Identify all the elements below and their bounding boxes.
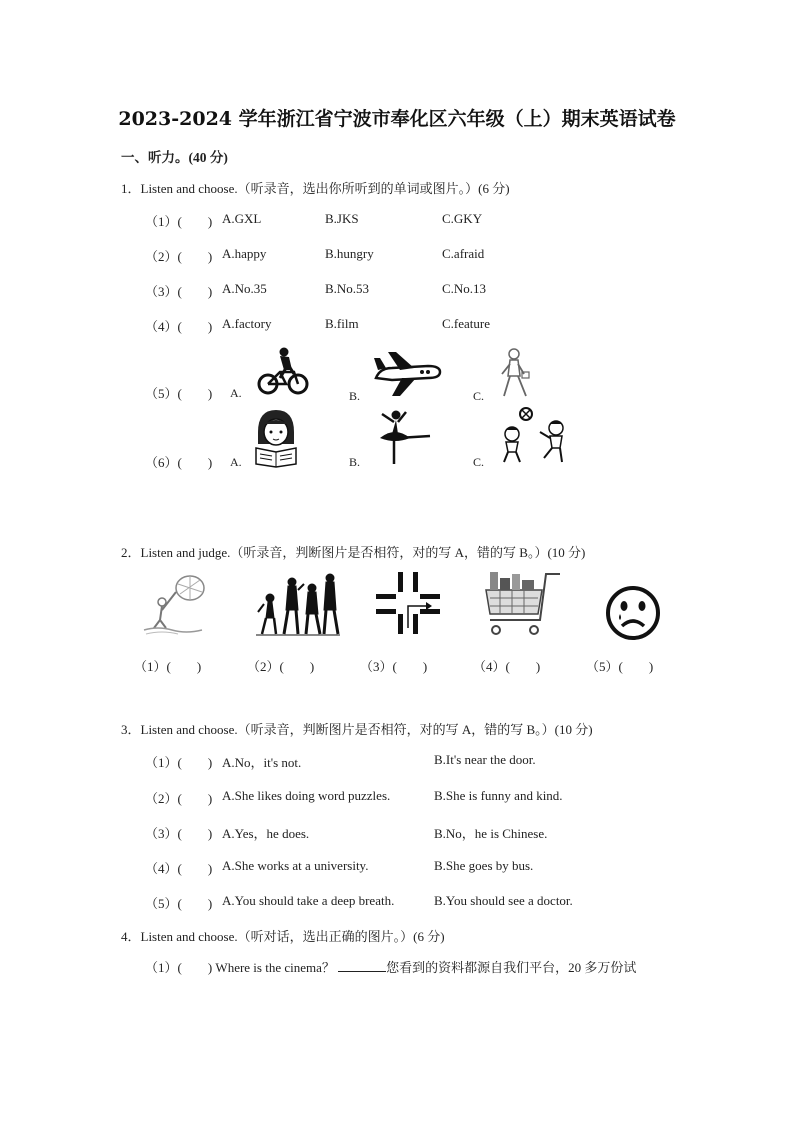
airplane-icon[interactable] bbox=[370, 348, 442, 400]
q1-4-number[interactable]: （4）( ) bbox=[145, 319, 213, 334]
q2-1-number[interactable]: （1）( ) bbox=[134, 659, 202, 674]
q1-instruction: 1．Listen and choose.（听录音，选出你所听到的单词或图片。）(6 分) bbox=[121, 181, 510, 196]
q3-3-number[interactable]: （3）( ) bbox=[145, 826, 213, 841]
q1-3-option-a: A.No.35 bbox=[222, 281, 267, 296]
q1-1-option-c: C.GKY bbox=[442, 211, 483, 226]
q1-5-label-b: B. bbox=[349, 389, 361, 403]
q1-5-label-a: A. bbox=[230, 386, 242, 400]
q1-6-label-c: C. bbox=[473, 455, 485, 469]
page-title: 2023-2024 学年浙江省宁波市奉化区六年级（上）期末英语试卷 bbox=[118, 108, 676, 130]
q2-2-number[interactable]: （2）( ) bbox=[247, 659, 315, 674]
kids-football-icon[interactable] bbox=[498, 406, 574, 466]
q1-6-label-a: A. bbox=[230, 455, 242, 469]
q3-4-option-b: B.She goes by bus. bbox=[434, 858, 534, 873]
q4-1-row bbox=[145, 957, 636, 976]
q1-2-option-a: A.happy bbox=[222, 246, 267, 261]
q1-3-number[interactable]: （3）( ) bbox=[145, 284, 213, 299]
q4-1-watermark-text: 您看到的资料都源自我们平台，20 多万份试 bbox=[386, 960, 637, 975]
section-heading-listening: 一、听力。(40 分) bbox=[121, 150, 228, 165]
fishing-net-icon[interactable] bbox=[142, 570, 206, 636]
q1-5-number[interactable]: （5）( ) bbox=[145, 386, 213, 401]
q3-1-number[interactable]: （1）( ) bbox=[145, 755, 213, 770]
q3-3-option-a: A.Yes，he does. bbox=[222, 826, 310, 841]
q1-3-option-c: C.No.13 bbox=[442, 281, 487, 296]
q1-4-option-c: C.feature bbox=[442, 316, 491, 331]
shopping-cart-icon[interactable] bbox=[482, 568, 562, 640]
q1-5-label-c: C. bbox=[473, 389, 485, 403]
q1-1-option-a: A.GXL bbox=[222, 211, 262, 226]
reading-girl-icon[interactable] bbox=[252, 408, 300, 468]
q1-2-number[interactable]: （2）( ) bbox=[145, 249, 213, 264]
q1-2-option-b: B.hungry bbox=[325, 246, 374, 261]
q1-6-label-b: B. bbox=[349, 455, 361, 469]
q1-4-option-a: A.factory bbox=[222, 316, 272, 331]
walking-woman-icon[interactable] bbox=[496, 346, 536, 402]
q4-1-question: Where is the cinema？ bbox=[215, 960, 335, 975]
crossroads-turn-right-icon[interactable] bbox=[376, 572, 440, 634]
q1-1-option-b: B.JKS bbox=[325, 211, 359, 226]
q3-instruction: 3．Listen and choose.（听录音，判断图片是否相符，对的写 A，错的写 B。）(10 分) bbox=[121, 722, 593, 737]
q2-4-number[interactable]: （4）( ) bbox=[473, 659, 541, 674]
q3-5-option-a: A.You should take a deep breath. bbox=[222, 893, 395, 908]
hikers-icon[interactable] bbox=[256, 572, 340, 638]
q4-1-number[interactable]: （1）( ) bbox=[145, 960, 213, 975]
q1-3-option-b: B.No.53 bbox=[325, 281, 370, 296]
q3-4-option-a: A.She works at a university. bbox=[222, 858, 369, 873]
q2-5-number[interactable]: （5）( ) bbox=[586, 659, 654, 674]
q1-1-number[interactable]: （1）( ) bbox=[145, 214, 213, 229]
ballet-dancer-icon[interactable] bbox=[376, 408, 432, 466]
q3-5-number[interactable]: （5）( ) bbox=[145, 896, 213, 911]
q3-3-option-b: B.No，he is Chinese. bbox=[434, 826, 548, 841]
q4-instruction: 4．Listen and choose.（听对话，选出正确的图片。）(6 分) bbox=[121, 929, 445, 944]
q3-4-number[interactable]: （4）( ) bbox=[145, 861, 213, 876]
q3-1-option-b: B.It's near the door. bbox=[434, 752, 536, 767]
q2-instruction: 2．Listen and judge.（听录音，判断图片是否相符，对的写 A，错的写 B。）(10 分) bbox=[121, 545, 586, 560]
q2-3-number[interactable]: （3）( ) bbox=[360, 659, 428, 674]
q1-4-option-b: B.film bbox=[325, 316, 359, 331]
q3-1-option-a: A.No，it's not. bbox=[222, 755, 302, 770]
q3-5-option-b: B.You should see a doctor. bbox=[434, 893, 573, 908]
q1-6-number[interactable]: （6）( ) bbox=[145, 455, 213, 470]
crying-face-icon[interactable] bbox=[604, 584, 662, 642]
q1-2-option-c: C.afraid bbox=[442, 246, 485, 261]
q3-2-number[interactable]: （2）( ) bbox=[145, 791, 213, 806]
answer-blank[interactable] bbox=[338, 959, 386, 972]
q3-2-option-a: A.She likes doing word puzzles. bbox=[222, 788, 391, 803]
q3-2-option-b: B.She is funny and kind. bbox=[434, 788, 563, 803]
cyclist-icon[interactable] bbox=[256, 346, 310, 396]
